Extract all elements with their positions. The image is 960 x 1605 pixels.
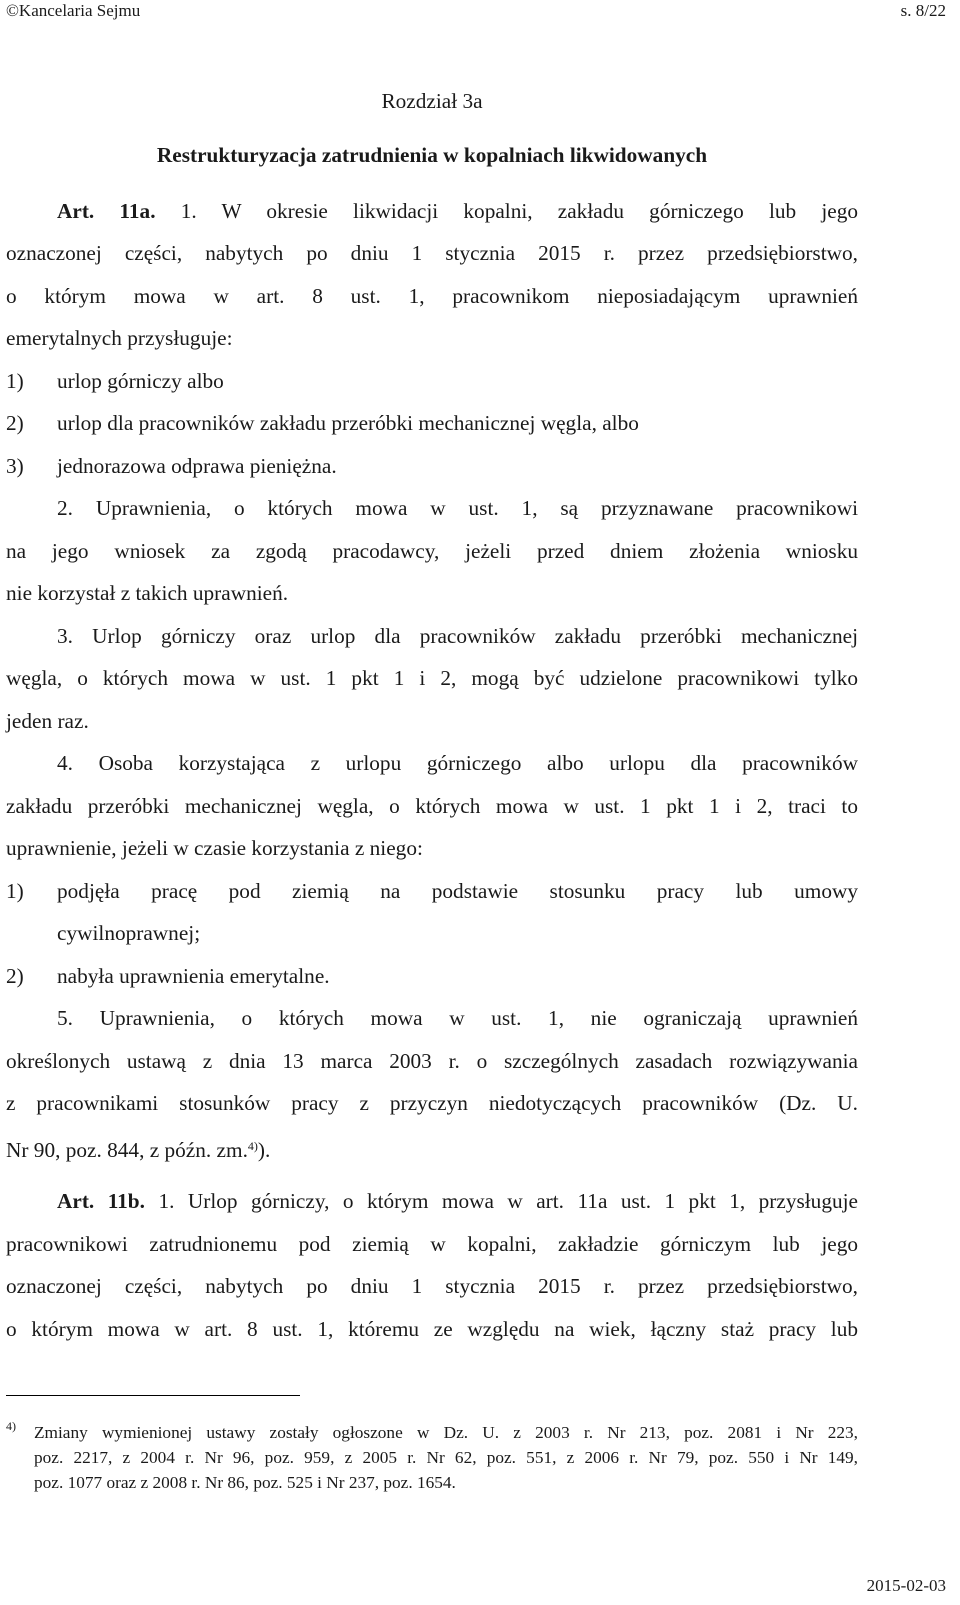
footnote-line-3: poz. 1077 oraz z 2008 r. Nr 86, poz. 525 i Nr 237, poz. 1654. [34,1473,456,1492]
footnote-separator [6,1395,300,1396]
list-item: 1) podjęła pracę pod ziemią na podstawie stosunku pracy lub umowy [6,879,858,903]
art11a-p4-line-3: uprawnienie, jeżeli w czasie korzystania z niego: [6,836,423,860]
art11a-p2-line-1: 2. Uprawnienia, o których mowa w ust. 1, są przyznawane pracownikowi [57,496,858,520]
art11a-p3-line-1: 3. Urlop górniczy oraz urlop dla pracowników zakładu przeróbki mechanicznej [57,624,858,648]
art11b-line-4: o którym mowa w art. 8 ust. 1, któremu ze względu na wiek, łączny staż pracy lub [6,1317,858,1341]
list-item: 2) urlop dla pracowników zakładu przeróbki mechanicznej węgla, albo [6,411,639,435]
footnote-reference[interactable]: 4) [247,1139,258,1153]
chapter-number: Rozdział 3a [381,89,483,113]
footnote-line-2: poz. 2217, z 2004 r. Nr 96, poz. 959, z 2005 r. Nr 62, poz. 551, z 2006 r. Nr 79, poz. 550 i Nr 149, [34,1448,858,1467]
chapter-title: Restrukturyzacja zatrudnienia w kopalniach likwidowanych [156,143,708,167]
art11a-line-3: o którym mowa w art. 8 ust. 1, pracownikom nieposiadającym uprawnień [6,284,858,308]
footer-date: 2015-02-03 [866,1576,946,1595]
list-item: 2) nabyła uprawnienia emerytalne. [6,964,330,988]
art11a-p5-line-3: z pracownikami stosunków pracy z przyczyn niedotyczących pracowników (Dz. U. [6,1091,858,1115]
list-item: 1) urlop górniczy albo [6,369,224,393]
art11a-p3-line-3: jeden raz. [6,709,89,733]
footnote-mark: 4) [6,1419,16,1433]
art11b-label: Art. 11b. [57,1189,145,1213]
header-page-number: s. 8/22 [900,1,946,20]
footnote-line-1: Zmiany wymienionej ustawy zostały ogłoszone w Dz. U. z 2003 r. Nr 213, poz. 2081 i Nr 223, [34,1423,858,1442]
art11b-line-1: Art. 11b. 1. Urlop górniczy, o którym mowa w art. 11a ust. 1 pkt 1, przysługuje [57,1189,858,1213]
art11a-p5-line-1: 5. Uprawnienia, o których mowa w ust. 1, nie ograniczają uprawnień [57,1006,858,1030]
list-item: 3) jednorazowa odprawa pieniężna. [6,454,337,478]
art11a-label: Art. 11a. [57,199,156,223]
art11a-p3-line-2: węgla, o których mowa w ust. 1 pkt 1 i 2, mogą być udzielone pracownikowi tylko [6,666,858,690]
art11b-line-2: pracownikowi zatrudnionemu pod ziemią w kopalni, zakładzie górniczym lub jego [6,1232,858,1256]
art11a-line-4: emerytalnych przysługuje: [6,326,233,350]
art11a-p2-line-3: nie korzystał z takich uprawnień. [6,581,289,605]
art11a-p4-line-1: 4. Osoba korzystająca z urlopu górniczego albo urlopu dla pracowników [57,751,858,775]
art11a-line-2: oznaczonej części, nabytych po dniu 1 stycznia 2015 r. przez przedsiębiorstwo, [6,241,858,265]
art11a-p5-line-4: Nr 90, poz. 844, z późn. zm.$^{4)}$). [6,1138,271,1162]
header-copyright: ©Kancelaria Sejmu [6,1,141,20]
art11a-p2-line-2: na jego wniosek za zgodą pracodawcy, jeżeli przed dniem złożenia wniosku [6,539,858,563]
art11a-p4-line-2: zakładu przeróbki mechanicznej węgla, o których mowa w ust. 1 pkt 1 i 2, traci to [6,794,858,818]
list-item-continuation: cywilnoprawnej; [57,921,201,945]
art11a-p5-line-2: określonych ustawą z dnia 13 marca 2003 r. o szczególnych zasadach rozwiązywania [6,1049,858,1073]
art11a-line-1: Art. 11a. 1. W okresie likwidacji kopalni, zakładu górniczego lub jego [57,199,859,223]
art11b-line-3: oznaczonej części, nabytych po dniu 1 stycznia 2015 r. przez przedsiębiorstwo, [6,1274,858,1298]
